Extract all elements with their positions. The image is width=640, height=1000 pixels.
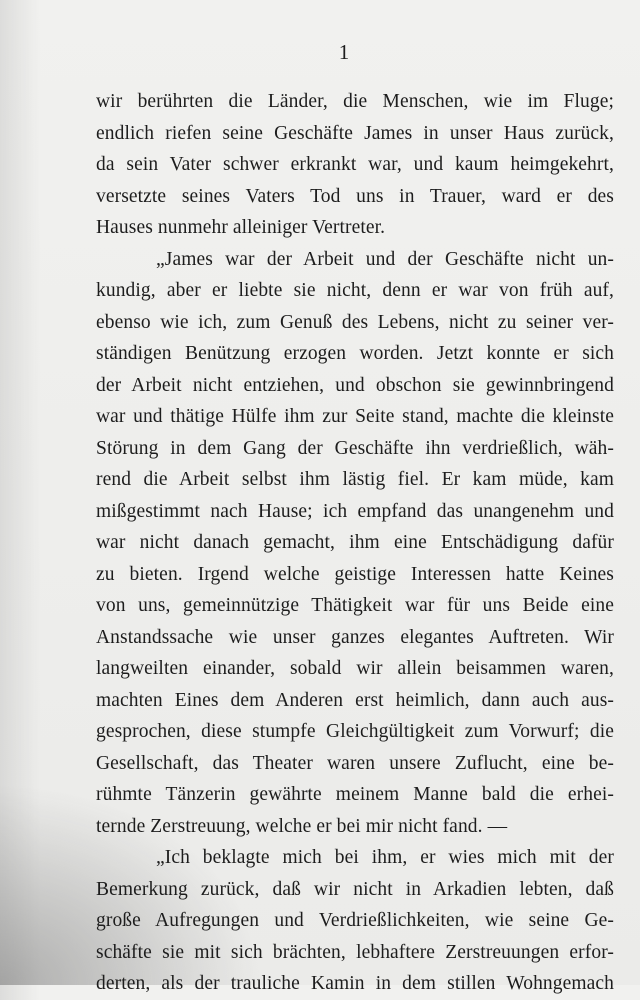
text-line: zu bieten. Irgend welche geistige Interessen hatte Keines	[96, 563, 614, 585]
body-text	[96, 86, 614, 1000]
text-line: der Arbeit nicht entziehen, und obschon sie gewinnbringend	[96, 374, 614, 396]
text-line: gesprochen, diese stumpfe Gleichgültigkeit zum Vorwurf; die	[96, 721, 614, 742]
text-line: von uns, gemeinnützige Thätigkeit war für uns Beide eine	[96, 595, 614, 616]
text-line: da sein Vater schwer erkrankt war, und kaum heimgekehrt,	[96, 154, 614, 175]
text-line: Anstandssache wie unser ganzes elegantes Auftreten. Wir	[96, 626, 614, 648]
text-line: machten Eines dem Anderen erst heimlich, dann auch aus-	[96, 689, 614, 711]
text-line: „James war der Arbeit und der Geschäfte nicht un-	[156, 248, 614, 270]
page-number: 1	[338, 40, 350, 64]
text-line: Gesellschaft, das Theater waren unsere Zuflucht, eine be-	[96, 752, 614, 774]
text-line: langweilten einander, sobald wir allein beisammen waren,	[96, 658, 614, 679]
text-line: rühmte Tänzerin gewährte meinem Manne bald die erhei-	[96, 784, 614, 805]
text-line: Bemerkung zurück, daß wir nicht in Arkadien lebten, daß	[96, 878, 614, 900]
text-line: rend die Arbeit selbst ihm lästig fiel. Er kam müde, kam	[96, 469, 614, 490]
text-line: kundig, aber er liebte sie nicht, denn er war von früh auf,	[96, 280, 614, 301]
text-line: versetzte seines Vaters Tod uns in Trauer, ward er des	[96, 185, 614, 207]
text-line: mißgestimmt nach Hause; ich empfand das unangenehm und	[96, 500, 614, 522]
text-line: große Aufregungen und Verdrießlichkeiten, wie seine Ge-	[96, 910, 614, 931]
text-line: ternde Zerstreuung, welche er bei mir nicht fand. —	[96, 815, 508, 837]
text-line: war und thätige Hülfe ihm zur Seite stand, machte die kleinste	[96, 406, 614, 427]
text-line: war nicht danach gemacht, ihm eine Entschädigung dafür	[96, 532, 614, 553]
text-line: „Ich beklagte mich bei ihm, er wies mich mit der	[156, 847, 614, 868]
text-line: schäfte sie mit sich brächten, lebhaftere Zerstreuungen erfor-	[96, 941, 614, 963]
text-line: wir berührten die Länder, die Menschen, wie im Fluge;	[96, 91, 614, 112]
text-line: ebenso wie ich, zum Genuß des Lebens, nicht zu seiner ver-	[96, 311, 614, 333]
text-line: ständigen Benützung erzogen worden. Jetzt konnte er sich	[96, 343, 614, 364]
text-line: Hauses nunmehr alleiniger Vertreter.	[96, 217, 386, 238]
text-line: Störung in dem Gang der Geschäfte ihn verdrießlich, wäh-	[96, 437, 614, 459]
text-line: endlich riefen seine Geschäfte James in unser Haus zurück,	[96, 122, 614, 144]
text-line: derten, als der trauliche Kamin in dem stillen Wohngemach	[96, 973, 614, 994]
